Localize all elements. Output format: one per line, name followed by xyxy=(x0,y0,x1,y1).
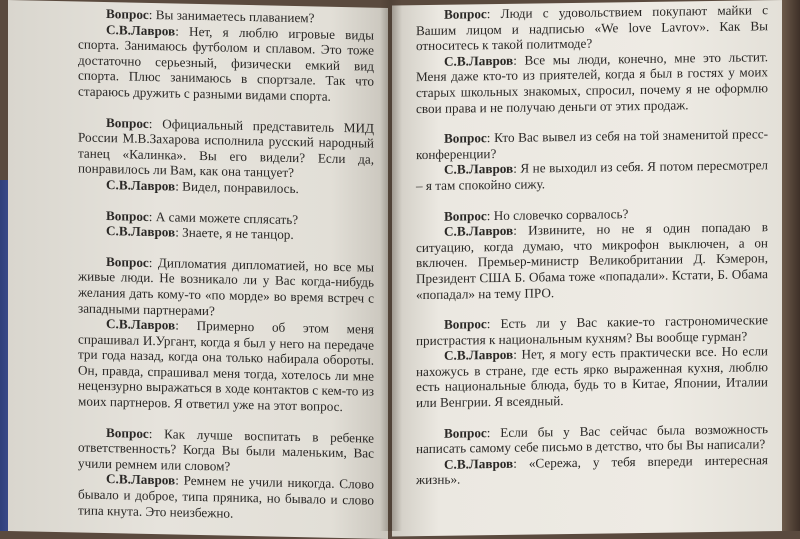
qa-entry xyxy=(78,5,374,105)
right-page xyxy=(392,0,784,536)
question: Вопрос: Есть ли у Вас какие-то гастрономические пристрастия к национальным кухням? Вы вообще гурман? xyxy=(416,312,768,348)
qa-entry xyxy=(78,424,374,524)
answer: С.В.Лавров: Я не выходил из себя. Я потом пересмотрел – я там спокойно сижу. xyxy=(416,157,768,194)
right-page-text xyxy=(392,0,784,489)
question: Вопрос: А сами можете сплясать? xyxy=(106,207,299,227)
answer: С.В.Лавров: Нет, я могу есть практически все. Но если нахожусь в стране, где есть ярко выраженная кухня, люблю есть национальные блюда, будь то в Китае, Японии, Италии или Венгрии. Я всеядный. xyxy=(416,343,768,411)
qa-entry xyxy=(416,126,768,193)
answer: С.В.Лавров: «Сережа, у тебя впереди интересная жизнь». xyxy=(416,452,768,488)
left-page xyxy=(8,0,388,539)
question: Вопрос: Но словечко сорвалось? xyxy=(444,205,629,224)
question: Вопрос: Вы занимаетесь плаванием? xyxy=(106,6,315,26)
question: Вопрос: Дипломатия дипломатией, но все мы живые люди. Не возникало ли у Вас когда-нибудь желания дать кому-то «по морде» во время встреч с западными партнерами? xyxy=(78,253,374,318)
qa-entry xyxy=(78,207,374,244)
book-right-edge xyxy=(782,0,800,531)
question: Вопрос: Как лучше воспитать в ребенке ответственность? Когда Вы были маленьким, Вас учили ремнем или словом? xyxy=(78,424,374,474)
answer: С.В.Лавров: Видел, понравилось. xyxy=(106,176,299,197)
qa-entry xyxy=(416,312,768,410)
question: Вопрос: Официальный представитель МИД России М.В.Захарова исполнила русский народный танец «Калинка». Вы его видели? Если да, понравилось ли Вам, как она танцует? xyxy=(78,114,374,181)
answer: С.В.Лавров: Нет, я люблю игровые виды спорта. Занимаюсь футболом и сплавом. Это тоже достаточно серьезный, физически емкий вид спорта. Плюс занимаюсь в спортзале. Так что стараюсь дружить с разными видами спорта. xyxy=(78,21,374,104)
qa-entry xyxy=(416,204,768,302)
book-spread xyxy=(8,0,792,531)
qa-entry xyxy=(416,2,768,116)
answer: С.В.Лавров: Все мы люди, конечно, мне это льстит. Меня даже кто-то из приятелей, когда я был в гостях у моих старых школьных знакомых, спросил, почему я не оформлю свои права и не получаю деньги от этих продаж. xyxy=(416,49,768,116)
left-page-text xyxy=(8,0,388,524)
question: Вопрос: Люди с удовольствием покупают майки с Вашим лицом и надписью «We love Lavrov». Как Вы относитесь к такой политмоде? xyxy=(416,2,768,54)
answer: С.В.Лавров: Ремнем не учили никогда. Слово бывало и доброе, типа пряника, но бывало и слово типа кнута. Это неизбежно. xyxy=(78,471,374,521)
question: Вопрос: Если бы у Вас сейчас была возможность написать самому себе письмо в детство, что бы Вы написали? xyxy=(416,420,768,457)
book-gutter xyxy=(380,0,402,531)
qa-entry xyxy=(78,253,374,415)
answer: С.В.Лавров: Извините, но не я один попадаю в ситуацию, когда думаю, что микрофон выключен, а он включен. Премьер-министр Великобритании Д. Кэмерон, Президент США Б. Обама тоже «попадали». Кстати, Б. Обама «попадал» на тему ПРО. xyxy=(416,219,768,302)
answer: С.В.Лавров: Примерно об этом меня спрашивал И.Ургант, когда я был у него на передаче три года назад, когда она только набирала обороты. Он, правда, спрашивал меня тогда, хотелось ли мне нецензурно выражаться в ходе контактов с кем-то из моих партнеров. Я ответил уже на этот вопрос. xyxy=(78,316,374,415)
answer: С.В.Лавров: Знаете, я не танцор. xyxy=(106,223,294,243)
qa-entry xyxy=(416,421,768,488)
qa-entry xyxy=(78,114,374,198)
question: Вопрос: Кто Вас вывел из себя на той знаменитой пресс-конференции? xyxy=(416,126,768,162)
